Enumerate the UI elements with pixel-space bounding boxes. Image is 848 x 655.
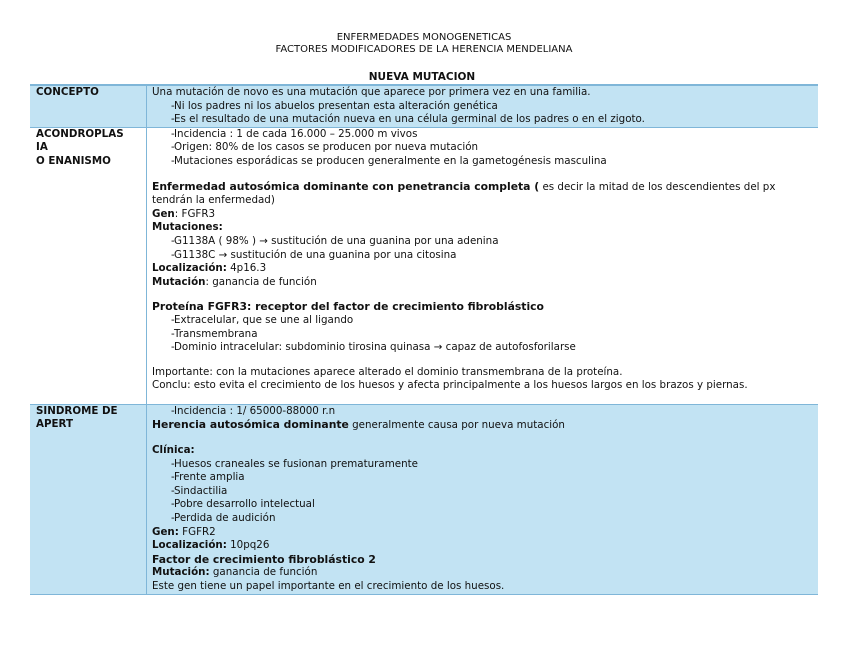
list-item: - Extracelular, que se une al ligando <box>152 314 814 328</box>
list-item: - Incidencia : 1/ 65000-88000 r.n <box>152 405 814 419</box>
gen-value: : FGFR3 <box>174 207 216 220</box>
list-item: - Frente amplia <box>152 471 814 485</box>
list-item: - G1138A ( 98% ) → sustitución de una guanina por una adenina <box>152 235 814 249</box>
list-item: - Perdida de audición <box>152 512 814 526</box>
concepto-intro: Una mutación de novo es una mutación que aparece por primera vez en una familia. <box>152 86 591 98</box>
cell-apert <box>147 404 819 594</box>
list-item: - Pobre desarrollo intelectual <box>152 498 814 512</box>
factor-title: Factor de crecimiento fibroblástico 2 <box>152 552 376 566</box>
mutacion-line <box>152 276 814 290</box>
label-acondroplasia <box>30 127 147 404</box>
mutacion-value: ganancia de función <box>209 566 318 579</box>
loc-label: Localización: <box>152 539 227 552</box>
loc-value: 4p16.3 <box>226 262 267 275</box>
localizacion-line <box>152 262 814 276</box>
protein-title: Proteína FGFR3: receptor del factor de crecimiento fibroblástico <box>152 300 544 314</box>
conclu-text: Conclu: esto evita el crecimiento de los huesos y afecta principalmente a los huesos largos en los brazos y piernas. <box>152 379 748 392</box>
list-item: - Origen: 80% de los casos se producen por nueva mutación <box>152 141 814 155</box>
apert-herencia-rest: generalmente causa por nueva mutación <box>348 419 565 432</box>
label-line: O ENANISMO <box>36 154 111 167</box>
list-item: - Transmembrana <box>152 328 814 342</box>
apert-herencia-bold: Herencia autosómica dominante <box>152 418 349 432</box>
apert-note: Este gen tiene un papel importante en el crecimiento de los huesos. <box>152 580 505 592</box>
herencia-bold: Enfermedad autosómica dominante con penetrancia completa ( <box>152 179 540 193</box>
list-item: - Ni los padres ni los abuelos presentan esta alteración genética <box>152 100 814 114</box>
mutacion-value: : ganancia de función <box>205 275 317 288</box>
mutacion-label: Mutación: <box>152 566 210 579</box>
gen-value: FGFR2 <box>178 525 216 538</box>
clinica-title: Clínica: <box>152 444 195 457</box>
cell-concepto <box>147 86 819 127</box>
label-apert <box>30 404 147 594</box>
loc-label: Localización: <box>152 262 227 275</box>
label-line: SINDROME DE <box>36 404 118 417</box>
label-line: IA <box>36 141 48 154</box>
gen-line <box>152 208 814 222</box>
row-concepto <box>30 86 818 127</box>
label-concepto: CONCEPTO <box>30 86 147 127</box>
list-item: - Sindactilia <box>152 485 814 499</box>
row-apert <box>30 404 818 594</box>
cell-acondroplasia <box>147 127 819 404</box>
label-line: ACONDROPLAS <box>36 127 124 140</box>
importante-text: Importante: con la mutaciones aparece alterado el dominio transmembrana de la proteína. <box>152 365 623 378</box>
herencia-paragraph <box>152 180 814 208</box>
doc-title-line2: FACTORES MODIFICADORES DE LA HERENCIA MENDELIANA <box>275 44 573 55</box>
gen-label: Gen <box>152 207 175 220</box>
list-item: - G1138C → sustitución de una guanina por una citosina <box>152 249 814 263</box>
loc-value: 10pq26 <box>226 539 270 552</box>
label-line: APERT <box>36 418 74 431</box>
section-heading: NUEVA MUTACION <box>368 71 476 83</box>
apert-gen-line <box>152 526 814 540</box>
list-item: - Incidencia : 1 de cada 16.000 – 25.000 m vivos <box>152 128 814 142</box>
gen-label: Gen: <box>152 525 179 538</box>
doc-title-line1: ENFERMEDADES MONOGENETICAS <box>336 32 512 43</box>
list-item: - Dominio intracelular: subdominio tirosina quinasa → capaz de autofosforilarse <box>152 341 814 355</box>
list-item: - Mutaciones esporádicas se producen generalmente en la gametogénesis masculina <box>152 155 814 169</box>
apert-herencia <box>152 418 814 433</box>
row-acondroplasia <box>30 127 818 404</box>
content-table <box>30 86 818 595</box>
apert-loc-line <box>152 539 814 553</box>
apert-mutacion-line <box>152 566 814 580</box>
list-item: - Huesos craneales se fusionan prematuramente <box>152 458 814 472</box>
herencia-rest: es decir la mitad de los descendientes del px tendrán la enfermedad) <box>152 180 776 207</box>
mutaciones-title: Mutaciones: <box>152 221 223 234</box>
mutacion-label: Mutación <box>152 275 206 288</box>
list-item: - Es el resultado de una mutación nueva en una célula germinal de los padres o en el zigoto. <box>152 113 814 127</box>
